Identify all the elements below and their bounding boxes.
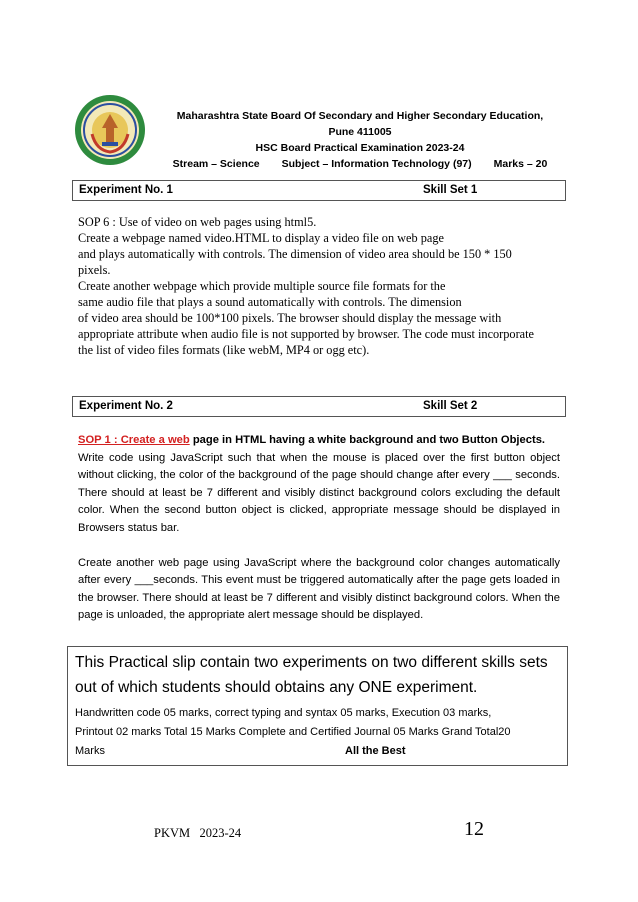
exp2-paragraph-2: Create another web page using JavaScript where the background color changes automatically after every ___seconds. This event must be triggered automatically after the page gets loaded in the browser. There should at least be 7 different and visibly distinct background colors. When the page is unloaded, the appropriate alert message should be displayed. — [78, 556, 560, 622]
board-seal-logo — [74, 94, 146, 166]
instructions-box — [67, 646, 568, 766]
header-line-1: Maharashtra State Board Of Secondary and Higher Secondary Education, — [176, 110, 544, 122]
exp1-line: same audio file that plays a sound automatically with controls. The dimension — [78, 295, 462, 309]
header-line-4 — [150, 156, 570, 172]
header-line-2: Pune 411005 — [328, 126, 392, 138]
experiment-1-body — [78, 214, 568, 358]
experiment-2-title: Experiment No. 2 — [79, 400, 173, 412]
exp1-line: the list of video files formats (like webM, MP4 or ogg etc). — [78, 343, 370, 357]
exp1-line: and plays automatically with controls. The dimension of video area should be 150 * 150 — [78, 247, 512, 261]
subject-label: Subject – Information Technology (97) — [281, 158, 472, 170]
experiment-2-skill: Skill Set 2 — [423, 400, 478, 412]
exp2-paragraph-1: Write code using JavaScript such that when the mouse is placed over the first button object without clicking, the color of the background of the page should change after every ___ seconds. There should at least be 7 different and visibly distinct background colors excluding the default color. When the second button object is clicked, appropriate message should be displayed in Browsers status bar. — [78, 451, 560, 534]
exp1-line: pixels. — [78, 263, 111, 277]
exp1-line: SOP 6 : Use of video on web pages using html5. — [78, 215, 317, 229]
experiment-1-header — [72, 180, 566, 201]
sop-title-rest: page in HTML having a white background and two Button Objects. — [189, 434, 546, 446]
note-line-2: out of which students should obtains any ONE experiment. — [75, 679, 478, 696]
header-line-3: HSC Board Practical Examination 2023-24 — [255, 142, 465, 154]
board-header — [150, 108, 570, 172]
marks-line-3: Marks — [75, 745, 105, 757]
marks-line-1: Handwritten code 05 marks, correct typing and syntax 05 marks, Execution 03 marks, — [75, 707, 492, 719]
exp1-line: appropriate attribute when audio file is not supported by browser. The code must incorporate — [78, 327, 534, 341]
experiment-1-title: Experiment No. 1 — [79, 184, 173, 196]
exp1-line: of video area should be 100*100 pixels. The browser should display the message with — [78, 311, 502, 325]
marks-line-2: Printout 02 marks Total 15 Marks Complete and Certified Journal 05 Marks Grand Total20 — [75, 726, 511, 738]
marks-label: Marks – 20 — [493, 158, 548, 170]
sop-heading — [78, 432, 560, 450]
exp1-line: Create another webpage which provide multiple source file formats for the — [78, 279, 446, 293]
marks-breakdown — [75, 704, 560, 761]
page-number: 12 — [464, 818, 484, 840]
exp1-line: Create a webpage named video.HTML to display a video file on web page — [78, 231, 444, 245]
experiment-1-skill: Skill Set 1 — [423, 184, 478, 196]
note-line-1: This Practical slip contain two experiments on two different skills sets — [75, 654, 548, 671]
experiment-2-body — [78, 432, 560, 625]
sop-label: SOP 1 : Create a web — [78, 434, 190, 446]
all-the-best-text: All the Best — [345, 745, 406, 757]
stream-label: Stream – Science — [172, 158, 260, 170]
experiment-2-header — [72, 396, 566, 417]
footer-text: PKVM 2023-24 — [154, 826, 242, 840]
